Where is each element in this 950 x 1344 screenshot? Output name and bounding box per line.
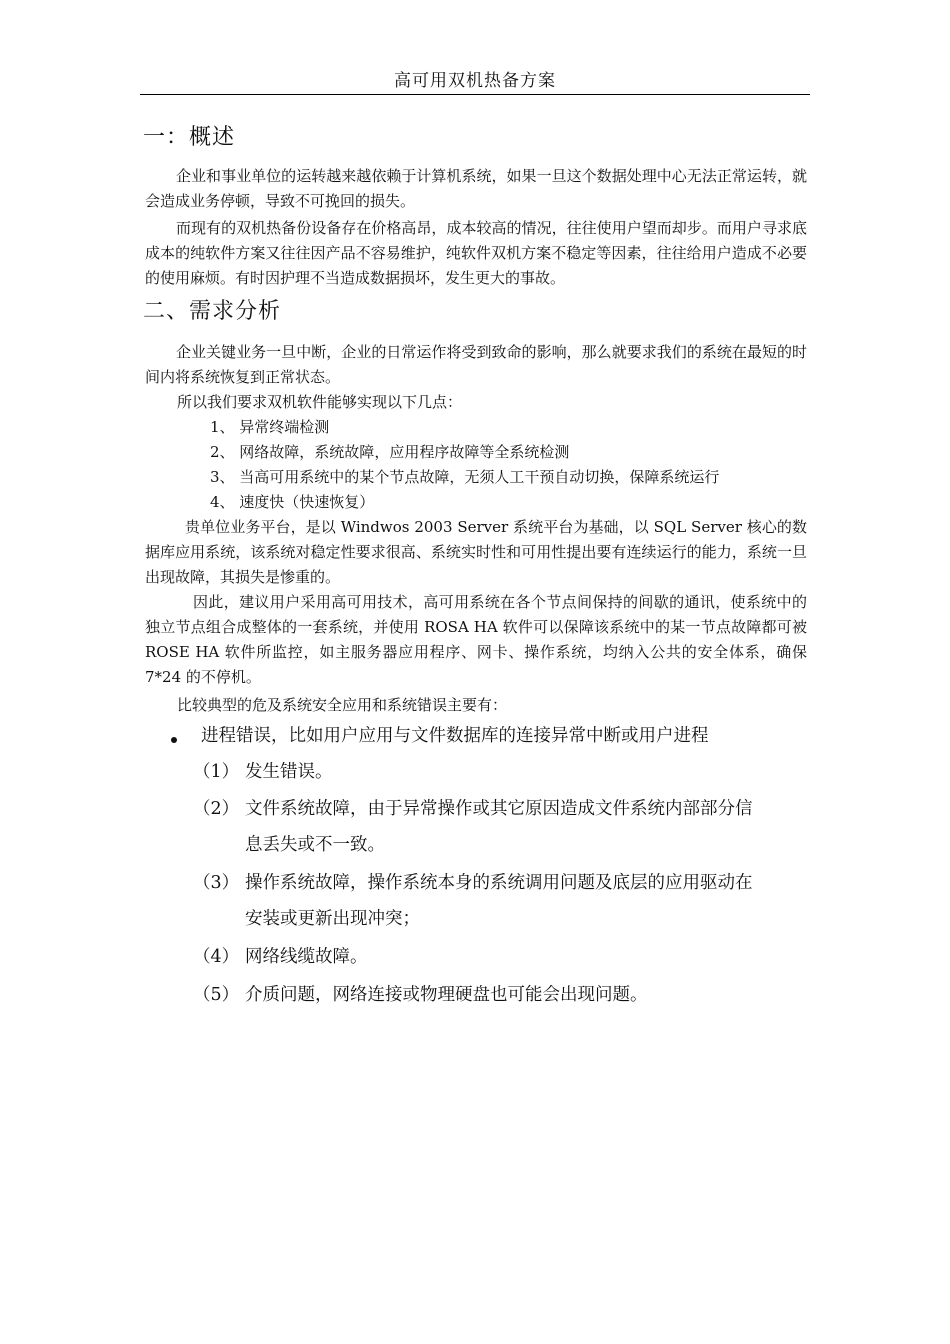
sub-item-number: （2） [193,799,240,819]
section-2-heading: 二、需求分析 [143,299,282,324]
sub-item-text: 介质问题，网络连接或物理硬盘也可能会出现问题。 [245,985,648,1005]
sub-item-number: （3） [193,873,240,893]
sub-item-text: 发生错误。 [245,762,333,782]
section-2-paragraph-4: 因此，建议用户采用高可用技术，高可用系统在各个节点间保持的间歇的通讯，使系统中的独立节点组合成整体的一套系统，并使用 ROSA HA 软件可以保障该系统中的某一节点故障都可被 ROSE HA 软件所监控，如主服务器应用程序、网卡、操作系统，均纳入公共的安全体系，确保 7*24 的不停机。 [145,593,807,686]
sub-item-number: （5） [193,985,240,1005]
header-divider [140,94,810,95]
section-2-paragraph-3: 贵单位业务平台，是以 Windwos 2003 Server 系统平台为基础，以 SQL Server 核心的数据库应用系统，该系统对稳定性要求很高、系统实时性和可用性提出要有连续运行的能力，系统一旦出现故障，其损失是惨重的。 [145,518,807,586]
sub-item-text: 操作系统故障，操作系统本身的系统调用问题及底层的应用驱动在 [245,873,753,893]
sub-item-number: （4） [193,947,240,967]
bullet-text: 进程错误，比如用户应用与文件数据库的连接异常中断或用户进程 [201,726,709,746]
sub-item-text: 网络线缆故障。 [245,947,368,967]
page-header-title: 高可用双机热备方案 [394,71,556,91]
section-1-heading: 一：概述 [143,125,236,150]
section-2-paragraph-5: 比较典型的危及系统安全应用和系统错误主要有： [177,696,508,714]
section-2-paragraph-1: 企业关键业务一旦中断，企业的日常运作将受到致命的影响，那么就要求我们的系统在最短的时间内将系统恢复到正常状态。 [145,343,807,386]
requirement-item: 2、 网络故障，系统故障，应用程序故障等全系统检测 [210,443,570,461]
requirement-item: 1、 异常终端检测 [210,418,330,436]
requirement-item: 4、 速度快（快速恢复） [210,493,375,511]
sub-item-text-continued: 安装或更新出现冲突； [245,909,420,929]
requirement-item: 3、 当高可用系统中的某个节点故障，无须人工干预自动切换，保障系统运行 [210,468,720,486]
bullet-icon [171,737,177,743]
sub-item-text-continued: 息丢失或不一致。 [245,835,385,855]
sub-item-text: 文件系统故障，由于异常操作或其它原因造成文件系统内部部分信 [245,799,753,819]
section-1-paragraph-1: 企业和事业单位的运转越来越依赖于计算机系统，如果一旦这个数据处理中心无法正常运转，就会造成业务停顿，导致不可挽回的损失。 [145,167,807,210]
section-1-paragraph-2: 而现有的双机热备份设备存在价格高昂，成本较高的情况，往往使用户望而却步。而用户寻求底成本的纯软件方案又往往因产品不容易维护，纯软件双机方案不稳定等因素，往往给用户造成不必要的使用麻烦。有时因护理不当造成数据损坏，发生更大的事故。 [145,219,807,287]
sub-item-number: （1） [193,762,240,782]
section-2-paragraph-2: 所以我们要求双机软件能够实现以下几点： [177,393,463,411]
